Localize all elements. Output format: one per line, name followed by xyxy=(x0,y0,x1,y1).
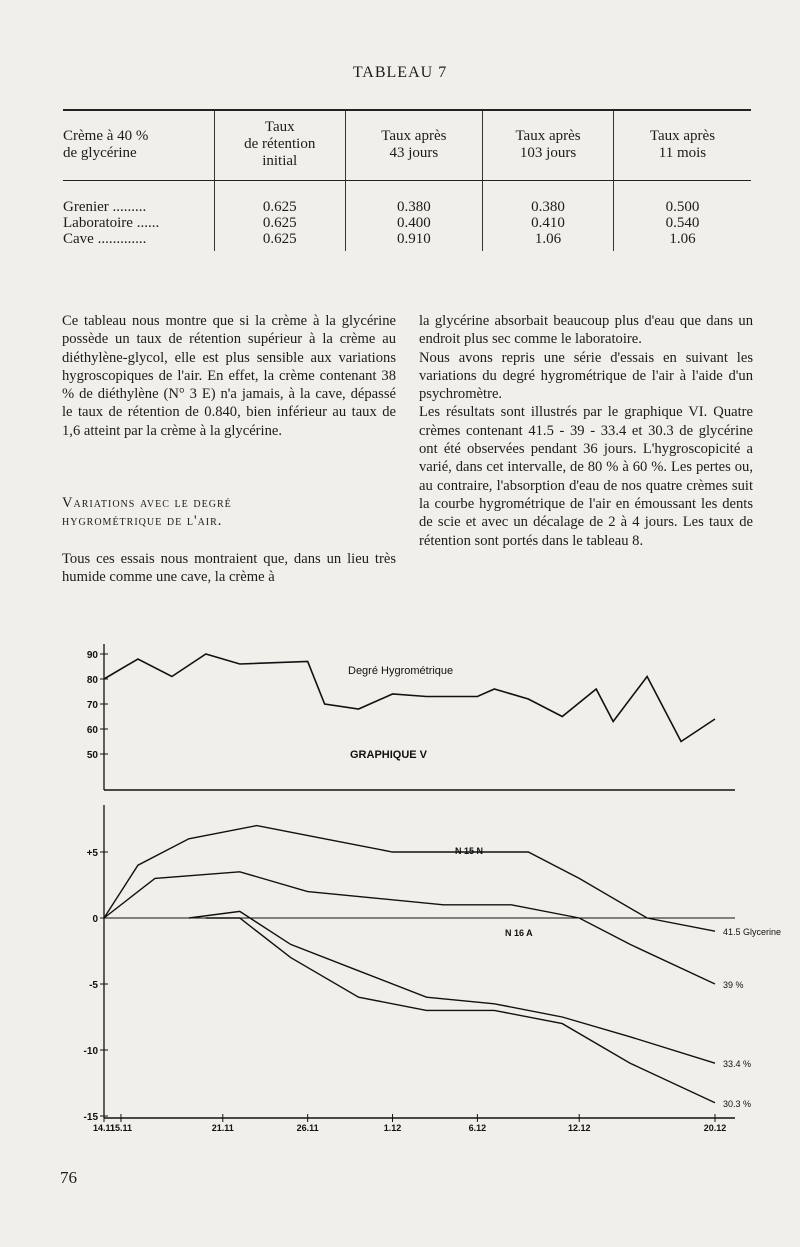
text-column-right xyxy=(419,312,753,550)
x-tick-label: 12.12 xyxy=(567,1123,591,1133)
col-header-43-jours: Taux après 43 jours xyxy=(345,110,483,181)
body-paragraph: Les résultats sont illustrés par le graphique VI. Quatre crèmes contenant 41.5 - 39 - 33.4 et 30.3 de glycérine ont été observées pendant 36 jours. L'hygroscopicité a varié, dans cet intervalle, de 80 % à 60 %. Les pertes ou, au contraire, l'absorption d'eau de nos quatre crèmes suit la courbe hygrométrique de l'air en émoussant les dents de scie et avec un décalage de 2 à 4 jours. Les taux de rétention sont portés dans le tableau 8. xyxy=(419,404,753,549)
table-cell: 0.540 xyxy=(613,215,751,231)
body-paragraph: la glycérine absorbait beaucoup plus d'eau que dans un endroit plus sec comme le laboratoire. xyxy=(419,313,753,348)
retention-curve xyxy=(189,911,715,1063)
text-column-left xyxy=(62,312,396,587)
body-paragraph: Ce tableau nous montre que si la crème à la glycérine possède un taux de rétention supérieur à la crème au diéthylène-glycol, elle est plus sensible aux variations hygroscopiques de l'air. En effet, la crème contenant 38 % de diéthylène (N° 3 E) n'a jamais, à la cave, dépassé le taux de rétention de 0.840, bien inférieur au taux de 1,6 atteint par la crème à la glycérine. xyxy=(62,313,396,439)
table-cell: 0.500 xyxy=(613,181,751,216)
section-heading-line: hygrométrique de l'air. xyxy=(62,513,223,530)
table-header-row xyxy=(63,110,751,181)
table-row xyxy=(63,231,751,251)
page-title: TABLEAU 7 xyxy=(352,64,448,81)
upper-y-tick-label: 60 xyxy=(86,725,98,736)
body-paragraph: Nous avons repris une série d'essais en suivant les variations du degré hygrométrique de l'air à l'aide d'un psychromètre. xyxy=(419,349,753,403)
col-header-creme: Crème à 40 % de glycérine xyxy=(63,110,214,181)
series-label: 30.3 % xyxy=(723,1098,752,1109)
x-tick-label: 6.12 xyxy=(468,1123,487,1133)
upper-y-tick-label: 90 xyxy=(86,650,98,661)
series-label: 33.4 % xyxy=(723,1059,752,1070)
upper-series-label: Degré Hygrométrique xyxy=(348,665,454,677)
table-cell: 0.625 xyxy=(214,231,345,251)
table-cell: 0.625 xyxy=(214,215,345,231)
row-label: Cave ............. xyxy=(63,231,147,247)
col-header-103-jours: Taux après 103 jours xyxy=(483,110,614,181)
table-cell: 1.06 xyxy=(613,231,751,251)
row-label: Laboratoire ...... xyxy=(63,215,160,231)
col-header-initial: Taux de rétention initial xyxy=(214,110,345,181)
table-row xyxy=(63,181,751,216)
lower-y-tick-label: 0 xyxy=(92,914,98,925)
data-table xyxy=(63,109,751,251)
table-cell: 0.410 xyxy=(483,215,614,231)
upper-y-tick-label: 50 xyxy=(86,750,98,761)
upper-y-tick-label: 80 xyxy=(86,675,98,686)
series-label: 39 % xyxy=(723,980,744,990)
table-cell: 1.06 xyxy=(483,231,614,251)
retention-curve xyxy=(104,872,715,984)
chart-title: GRAPHIQUE V xyxy=(350,749,428,761)
table-row xyxy=(63,215,751,231)
table-cell: 0.400 xyxy=(345,215,483,231)
lower-y-tick-label: -15 xyxy=(83,1112,98,1123)
x-tick-label: 14.11 xyxy=(92,1123,116,1133)
curve-annotation: N 16 A xyxy=(505,928,533,938)
table-cell: 0.380 xyxy=(345,181,483,216)
x-tick-label: 15.11 xyxy=(109,1123,132,1133)
page-number: 76 xyxy=(60,1168,77,1187)
x-tick-label: 1.12 xyxy=(383,1123,402,1133)
lower-y-tick-label: +5 xyxy=(86,848,98,859)
retention-curve xyxy=(206,918,715,1103)
x-tick-label: 21.11 xyxy=(211,1123,234,1133)
col-header-11-mois: Taux après 11 mois xyxy=(613,110,751,181)
graphique-v-chart xyxy=(80,640,782,1135)
table-cell: 0.910 xyxy=(345,231,483,251)
series-label: 41.5 Glycerine xyxy=(723,927,782,938)
curve-annotation: N 15 N xyxy=(455,846,484,856)
body-paragraph: Tous ces essais nous montraient que, dans un lieu très humide comme une cave, la crème à xyxy=(62,551,396,586)
upper-y-tick-label: 70 xyxy=(86,700,98,711)
retention-curve xyxy=(104,826,715,932)
lower-y-tick-label: -5 xyxy=(89,980,98,991)
section-heading-line: Variations avec le degré xyxy=(62,495,232,512)
table-cell: 0.625 xyxy=(214,181,345,216)
x-tick-label: 20.12 xyxy=(703,1123,727,1133)
x-tick-label: 26.11 xyxy=(296,1123,319,1133)
row-label: Grenier ......... xyxy=(63,199,147,215)
lower-y-tick-label: -10 xyxy=(83,1046,98,1057)
table-cell: 0.380 xyxy=(483,181,614,216)
section-heading xyxy=(62,494,396,530)
